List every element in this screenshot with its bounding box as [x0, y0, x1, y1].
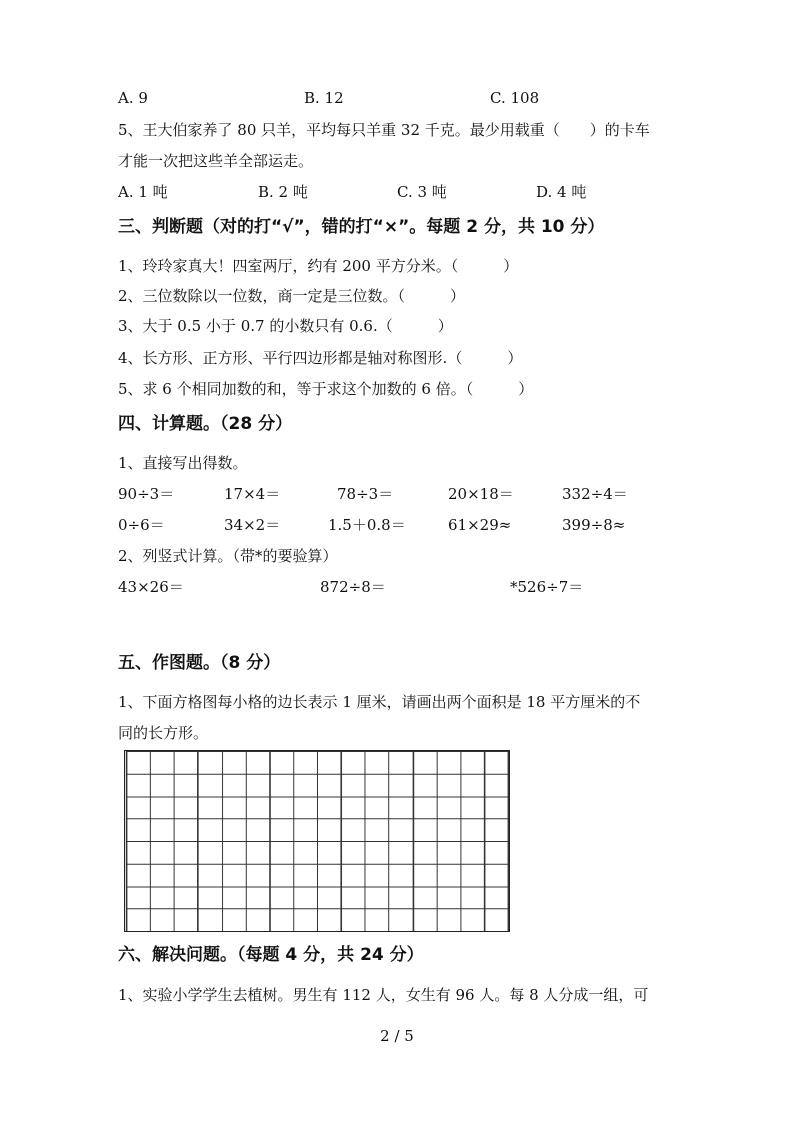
- calc-r2-c5: 399÷8≈: [562, 516, 626, 534]
- section5-line1: 1、下面方格图每小格的边长表示 1 厘米，请画出两个面积是 18 平方厘米的不: [118, 693, 641, 711]
- calc-r1-c2: 17×4＝: [224, 485, 281, 503]
- section4-sub1: 1、直接写出得数。: [118, 454, 248, 472]
- vertical-calc-3: *526÷7＝: [510, 578, 584, 596]
- q5-line2: 才能一次把这些羊全部运走。: [118, 152, 314, 170]
- calc-r1-c1: 90÷3＝: [118, 485, 175, 503]
- q4-option-b: B. 12: [304, 89, 344, 107]
- q5-option-b: B. 2 吨: [258, 183, 308, 201]
- section6-line1: 1、实验小学学生去植树。男生有 112 人，女生有 96 人。每 8 人分成一组，可: [118, 986, 649, 1004]
- section4-sub2: 2、列竖式计算。（带*的要验算）: [118, 547, 338, 565]
- calc-r1-c3: 78÷3＝: [337, 485, 394, 503]
- judge-item-2: 2、三位数除以一位数，商一定是三位数。（ ）: [118, 287, 466, 305]
- section5-line2: 同的长方形。: [118, 724, 209, 742]
- calc-r2-c2: 34×2＝: [224, 516, 281, 534]
- q5-option-d: D. 4 吨: [536, 183, 587, 201]
- page-number: 2 / 5: [380, 1027, 414, 1045]
- section3-title: 三、判断题（对的打“√”，错的打“×”。每题 2 分，共 10 分）: [118, 217, 605, 237]
- q5-option-c: C. 3 吨: [397, 183, 447, 201]
- judge-item-5: 5、求 6 个相同加数的和，等于求这个加数的 6 倍。（ ）: [118, 380, 534, 398]
- calc-r2-c1: 0÷6＝: [118, 516, 165, 534]
- calc-r2-c3: 1.5＋0.8＝: [328, 516, 406, 534]
- calc-r2-c4: 61×29≈: [448, 516, 512, 534]
- calc-r1-c4: 20×18＝: [448, 485, 514, 503]
- square-grid: [124, 750, 510, 932]
- vertical-calc-2: 872÷8＝: [320, 578, 386, 596]
- q4-option-c: C. 108: [490, 89, 540, 107]
- section4-title: 四、计算题。（28 分）: [118, 414, 293, 434]
- q5-option-a: A. 1 吨: [118, 183, 168, 201]
- vertical-calc-1: 43×26＝: [118, 578, 184, 596]
- judge-item-4: 4、长方形、正方形、平行四边形都是轴对称图形.（ ）: [118, 349, 523, 367]
- section6-title: 六、解决问题。（每题 4 分，共 24 分）: [118, 945, 424, 965]
- section5-title: 五、作图题。（8 分）: [118, 653, 281, 673]
- judge-item-1: 1、玲玲家真大！四室两厅，约有 200 平方分米。（ ）: [118, 257, 519, 275]
- q4-option-a: A. 9: [118, 89, 148, 107]
- q5-line1: 5、王大伯家养了 80 只羊，平均每只羊重 32 千克。最少用载重（ ）的卡车: [118, 121, 650, 139]
- judge-item-3: 3、大于 0.5 小于 0.7 的小数只有 0.6.（ ）: [118, 317, 453, 335]
- calc-r1-c5: 332÷4＝: [562, 485, 628, 503]
